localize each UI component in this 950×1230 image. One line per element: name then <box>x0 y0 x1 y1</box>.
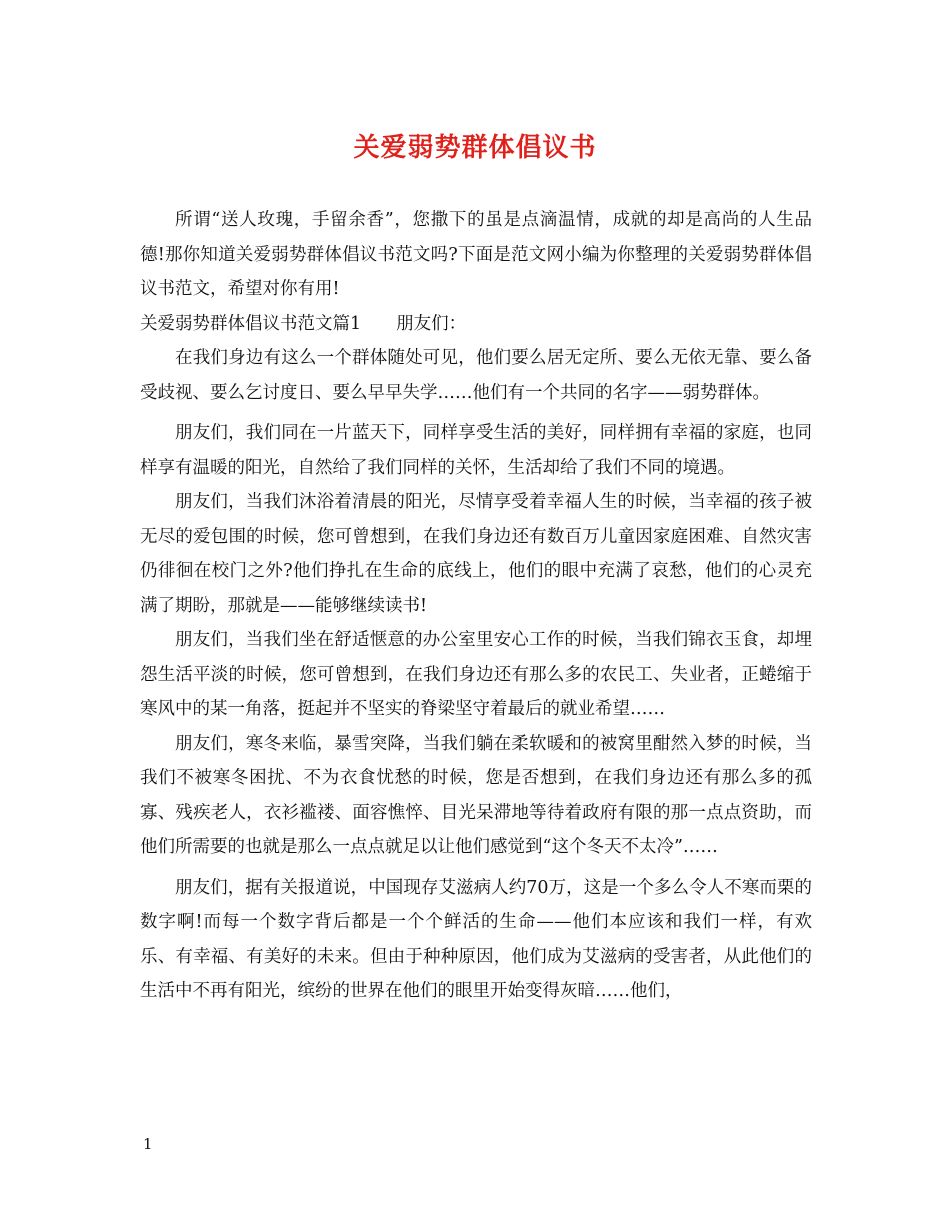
paragraph-intro: 所谓“送人玫瑰，手留余香”，您撒下的虽是点滴温情，成就的却是高尚的人生品德!那你知道关爱弱势群体倡议书范文吗?下面是范文网小编为你整理的关爱弱势群体倡议书范文，希望对你有用! <box>140 210 812 299</box>
paragraph-5: 朋友们，寒冬来临，暴雪突降，当我们躺在柔软暖和的被窝里酣然入梦的时候，当我们不被寒冬困扰、不为衣食忧愁的时候，您是否想到，在我们身边还有那么多的孤寡、残疾老人，衣衫褴褛、面容憔悴、目光呆滞地等待着政府有限的那一点点资助，而他们所需要的也就是那么一点点就足以让他们感觉到“这个冬天不太冷”…… <box>140 733 812 857</box>
paragraph-6: 朋友们，据有关报道说，中国现存艾滋病人约70万，这是一个多么令人不寒而栗的数字啊!而每一个数字背后都是一个个鲜活的生命——他们本应该和我们一样，有欢乐、有幸福、有美好的未来。但由于种种原因，他们成为艾滋病的受害者，从此他们的生活中不再有阳光，缤纷的世界在他们的眼里开始变得灰暗……他们， <box>140 877 812 1001</box>
document-body <box>140 203 812 1009</box>
paragraph-3: 朋友们，当我们沐浴着清晨的阳光，尽情享受着幸福人生的时候，当幸福的孩子被无尽的爱包围的时候，您可曾想到，在我们身边还有数百万儿童因家庭困难、自然灾害仍徘徊在校门之外?他们挣扎在生命的底线上，他们的眼中充满了哀愁，他们的心灵充满了期盼，那就是——能够继续读书! <box>140 492 812 616</box>
paragraph-heading-line: 关爱弱势群体倡议书范文篇1 朋友们： <box>140 313 467 334</box>
paragraph-4: 朋友们，当我们坐在舒适惬意的办公室里安心工作的时候，当我们锦衣玉食，却埋怨生活平淡的时候，您可曾想到，在我们身边还有那么多的农民工、失业者，正蜷缩于寒风中的某一角落，挺起并不坚实的脊梁坚守着最后的就业希望…… <box>140 630 812 719</box>
page-number: 1 <box>143 1135 153 1153</box>
paragraph-2: 朋友们，我们同在一片蓝天下，同样享受生活的美好，同样拥有幸福的家庭，也同样享有温暖的阳光，自然给了我们同样的关怀，生活却给了我们不同的境遇。 <box>140 423 812 478</box>
paragraph-1: 在我们身边有这么一个群体随处可见，他们要么居无定所、要么无依无靠、要么备受歧视、要么乞讨度日、要么早早失学……他们有一个共同的名字——弱势群体。 <box>140 348 812 403</box>
document-title: 关爱弱势群体倡议书 <box>353 133 597 163</box>
